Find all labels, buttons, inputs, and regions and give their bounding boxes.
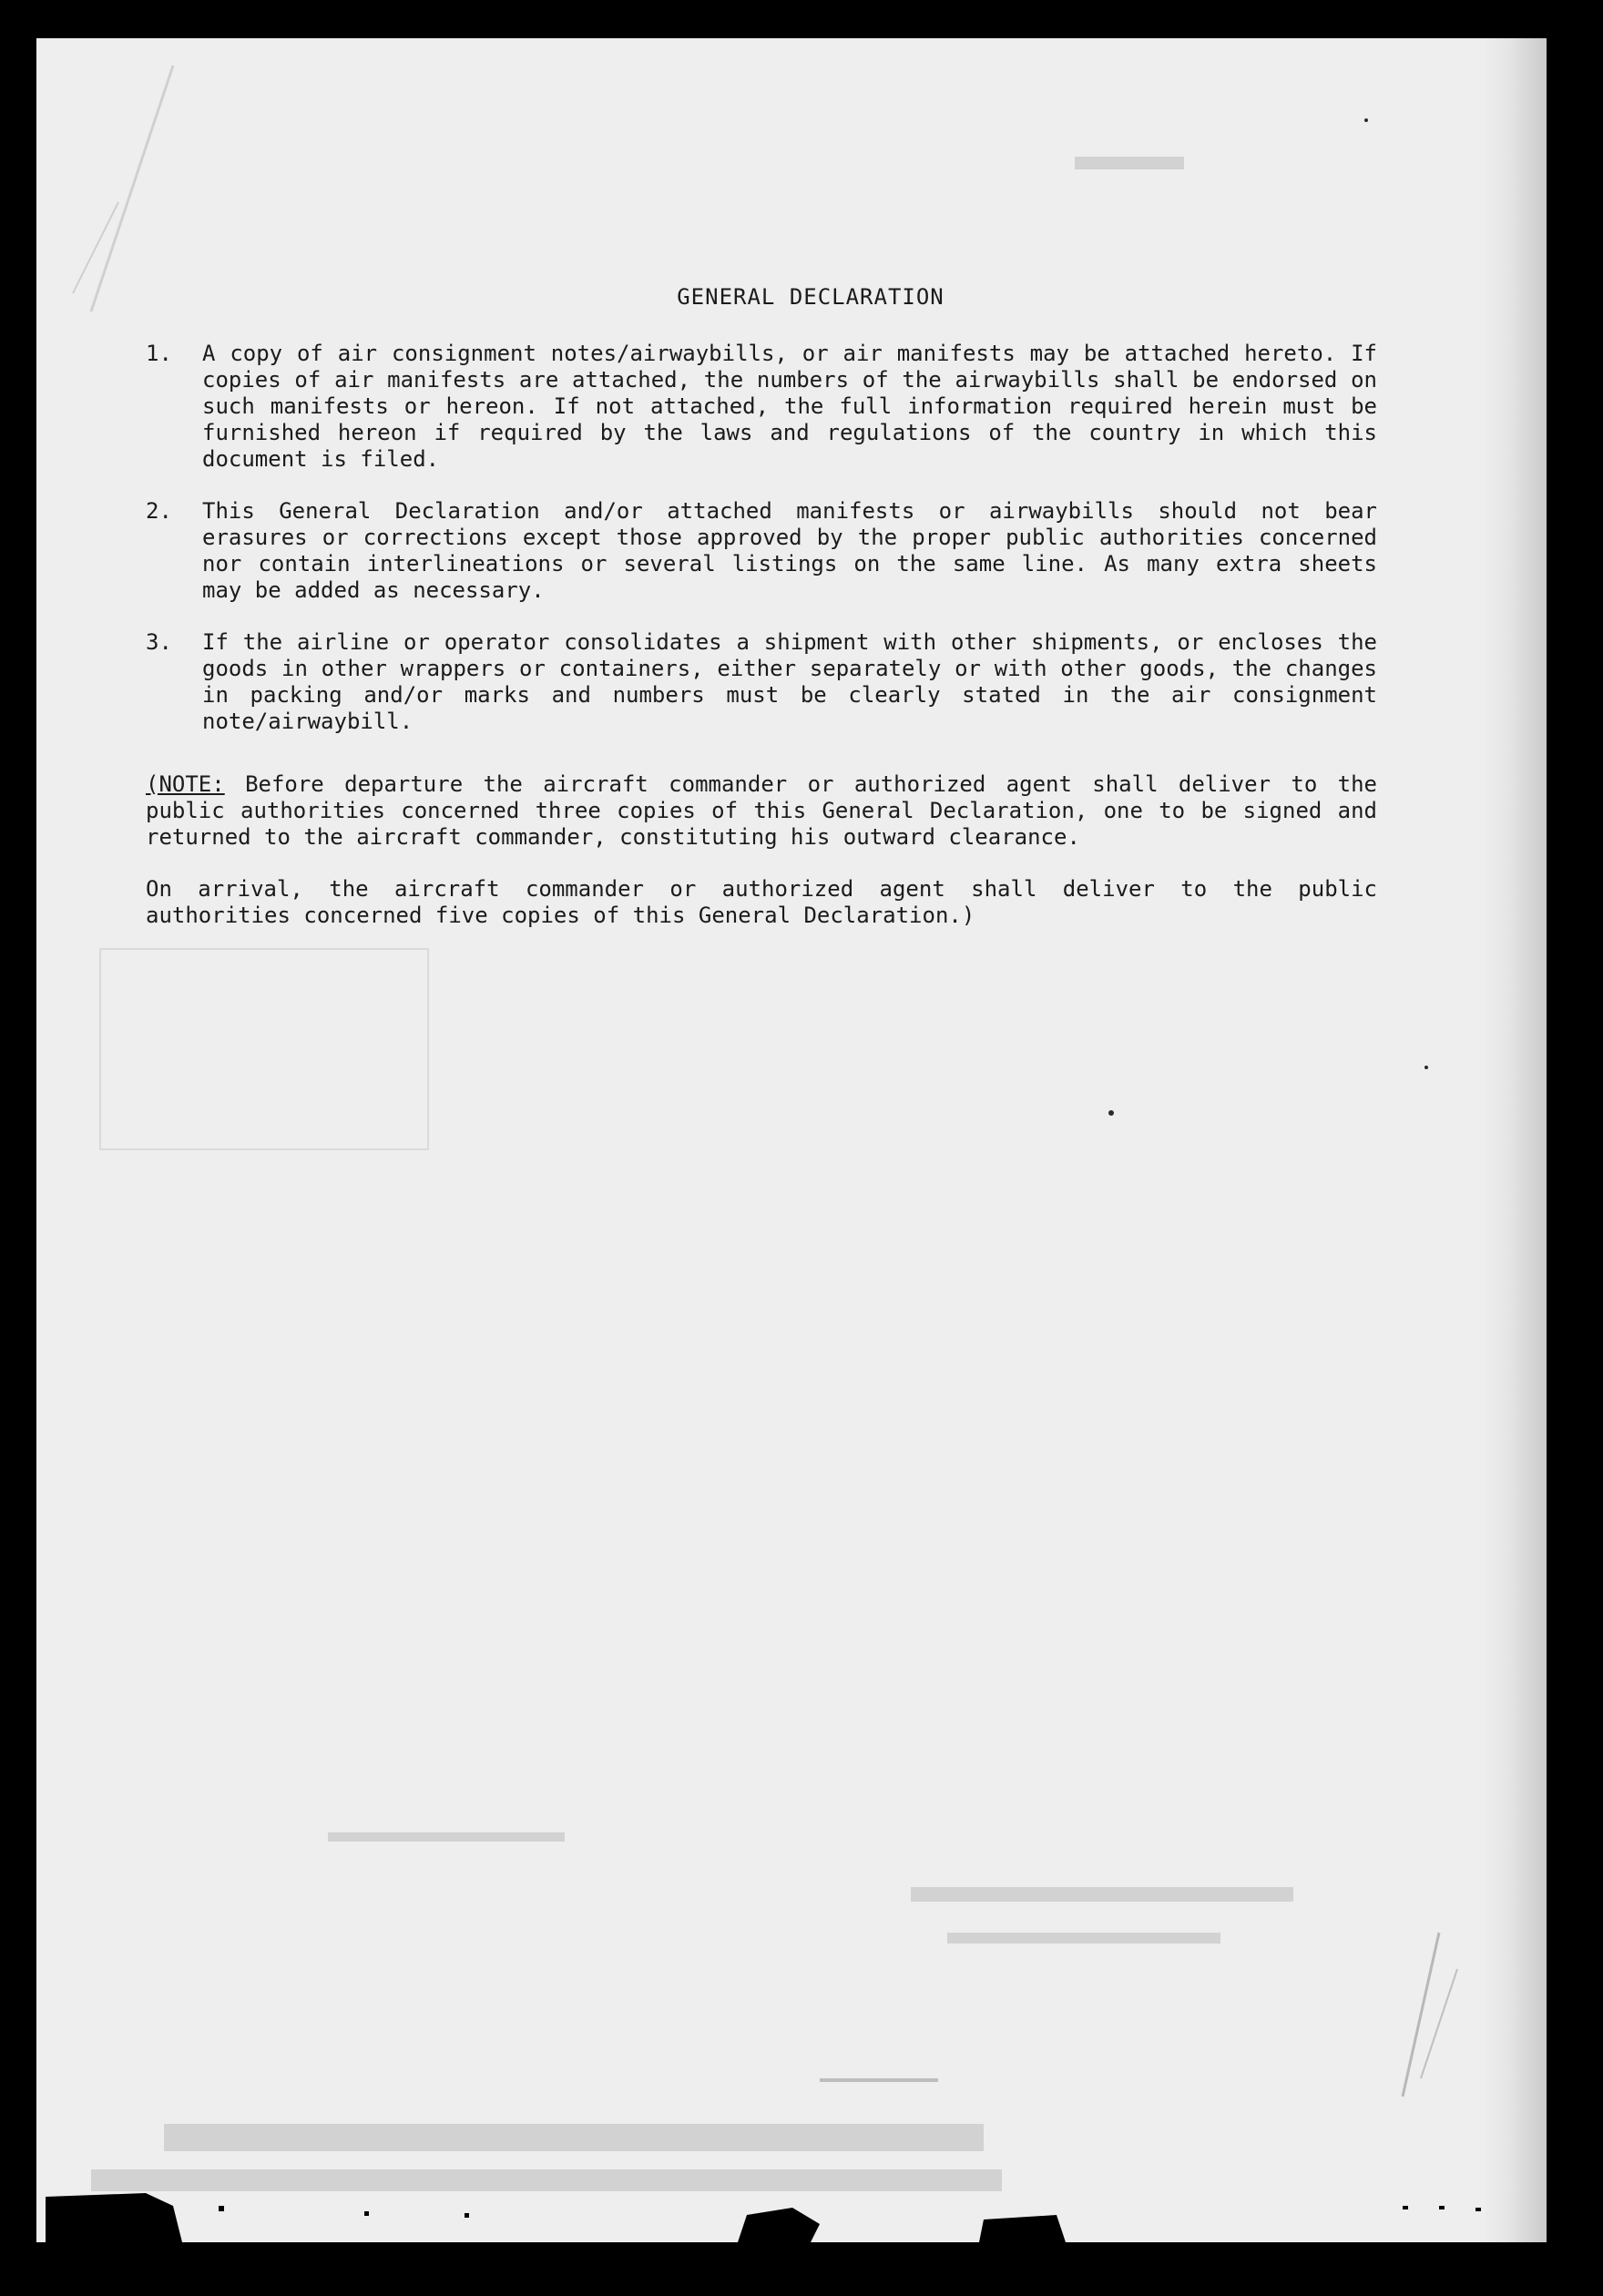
- instruction-item-1: [146, 341, 1439, 473]
- arrival-note: On arrival, the aircraft commander or authorized agent shall deliver to the public authorities concerned five copies of this General Declaration.): [146, 876, 1377, 928]
- item-number: 1.: [146, 341, 172, 366]
- torn-bottom-edge: [36, 2124, 1547, 2242]
- item-number: 2.: [146, 498, 172, 524]
- item-number: 3.: [146, 629, 172, 655]
- item-text: If the airline or operator consolidates a shipment with other shipments, or encloses the goods in other wrappers or containers, either separately or with other goods, the changes in packing and/or marks and numbers must be clearly stated in the air consignment note/airwaybill.: [202, 629, 1377, 734]
- note-prefix: (NOTE:: [146, 771, 225, 797]
- document-page: [36, 38, 1547, 2242]
- page-edge-shadow: [1483, 38, 1547, 2242]
- item-text: A copy of air consignment notes/airwaybills, or air manifests may be attached hereto. If copies of air manifests are attached, the numbers of the airwaybills shall be endorsed on such manifests or hereon. If not attached, the full information required herein must be furnished hereon if required by the laws and regulations of the country in which this document is filed.: [202, 341, 1377, 472]
- departure-note: [146, 771, 1377, 851]
- note-text: Before departure the aircraft commander or authorized agent shall deliver to the public authorities concerned three copies of this General Declaration, one to be signed and returned to the aircraft commander, constituting his outward clearance.: [146, 771, 1377, 850]
- item-text: This General Declaration and/or attached manifests or airwaybills should not bear erasures or corrections except those approved by the proper public authorities concerned nor contain interlineations or several listings on the same line. As many extra sheets may be added as necessary.: [202, 498, 1377, 603]
- instruction-item-3: [146, 629, 1439, 735]
- document-title: GENERAL DECLARATION: [677, 284, 944, 310]
- declaration-body: [146, 284, 1439, 929]
- instruction-item-2: [146, 498, 1439, 604]
